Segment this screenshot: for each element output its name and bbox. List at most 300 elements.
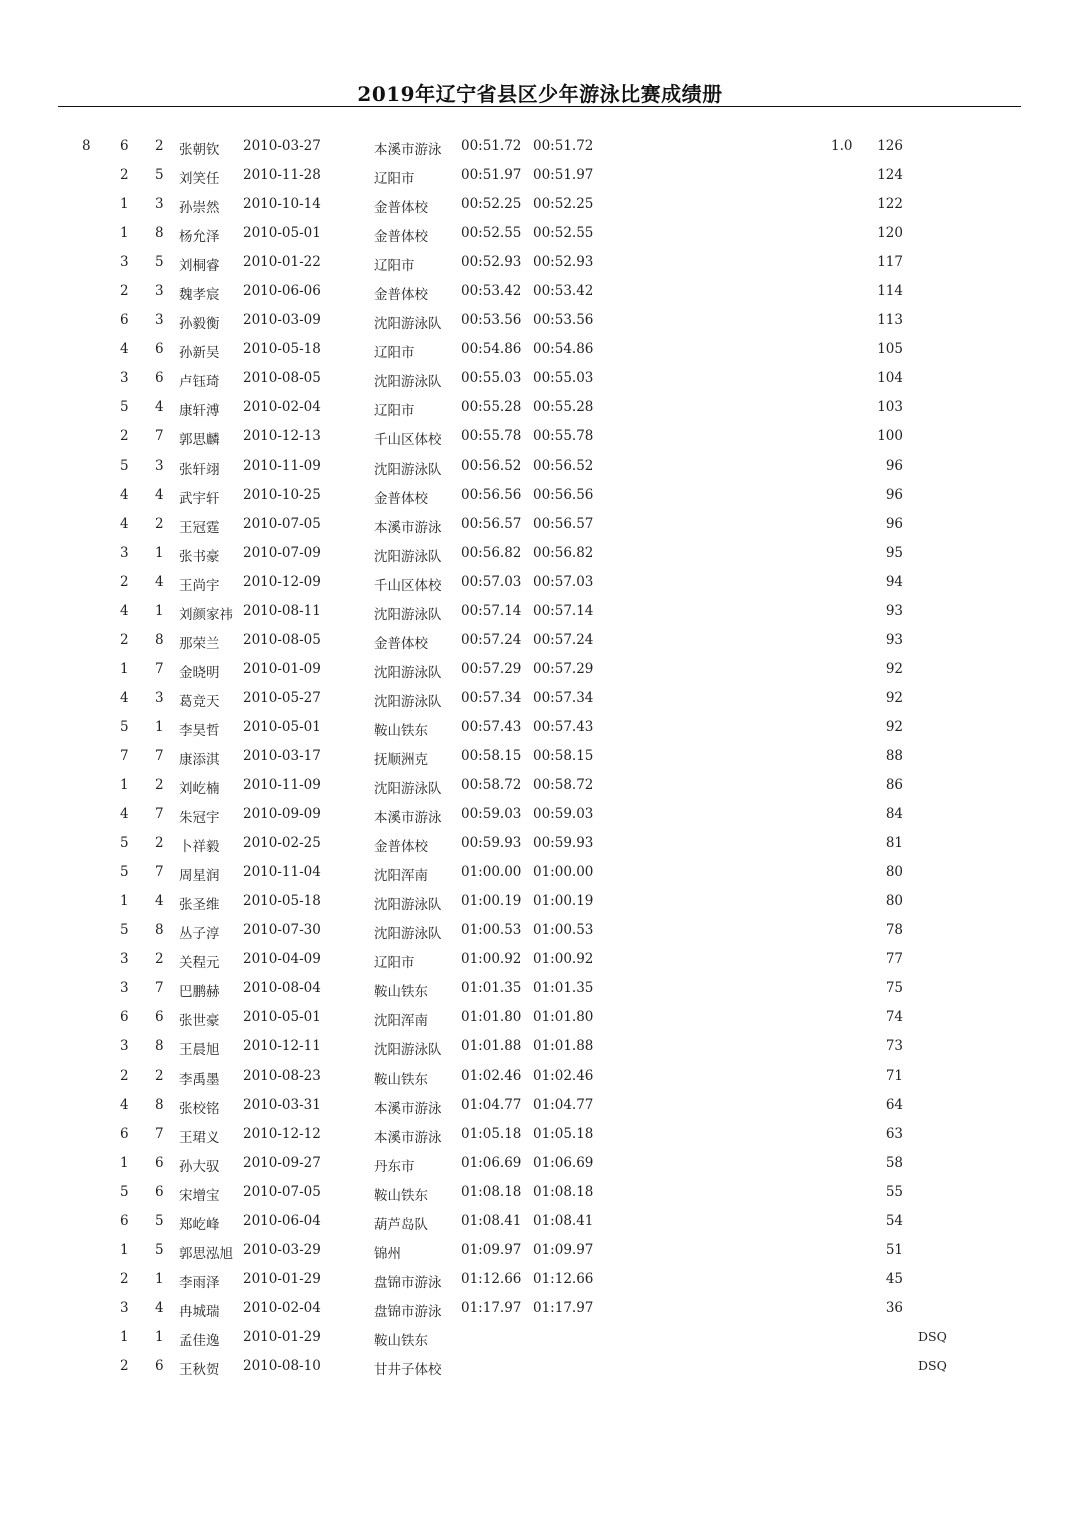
heat-cell: 4	[120, 1096, 129, 1113]
swimmer-name: 张朝钦	[179, 142, 220, 158]
heat-cell: 1	[120, 893, 129, 910]
heat-cell: 2	[120, 1067, 129, 1084]
lane-cell: 4	[155, 573, 164, 590]
swimmer-name: 丛子淳	[179, 926, 220, 943]
lane-cell: 2	[155, 1067, 164, 1084]
points-value: 120	[877, 225, 903, 242]
birth-date: 2010-11-28	[243, 167, 321, 184]
birth-date: 2010-05-18	[243, 341, 321, 358]
team-name: 千山区体校	[374, 432, 442, 449]
points-value: 103	[877, 399, 903, 416]
table-row	[0, 597, 1080, 626]
points-value: 94	[885, 573, 903, 590]
result-time: 00:53.56	[461, 312, 522, 329]
status-note: DSQ	[918, 1357, 947, 1373]
points-value: 114	[877, 283, 903, 300]
table-row	[0, 1032, 1080, 1061]
final-time: 00:55.28	[533, 399, 594, 416]
heat-cell: 5	[120, 1183, 129, 1200]
table-row	[0, 364, 1080, 393]
team-name: 金普体校	[374, 229, 428, 246]
table-row	[0, 945, 1080, 974]
final-time: 00:57.43	[533, 718, 594, 735]
final-time: 01:01.80	[533, 1009, 594, 1026]
points-value: 117	[877, 254, 903, 271]
birth-date: 2010-06-04	[243, 1212, 321, 1229]
points-value: 75	[885, 980, 903, 997]
birth-date: 2010-03-09	[243, 312, 321, 329]
result-time: 01:09.97	[461, 1241, 522, 1258]
result-time: 00:51.72	[461, 138, 522, 154]
final-time: 00:58.72	[533, 777, 594, 794]
heat-cell: 3	[120, 370, 129, 387]
heat-cell: 1	[120, 225, 129, 242]
lane-cell: 4	[155, 1299, 164, 1316]
team-name: 沈阳游泳队	[374, 926, 442, 943]
team-name: 沈阳游泳队	[374, 606, 442, 623]
heat-cell: 7	[120, 747, 129, 764]
heat-cell: 4	[120, 515, 129, 532]
lane-cell: 6	[155, 341, 164, 358]
points-value: 78	[885, 922, 903, 939]
heat-cell: 4	[120, 486, 129, 503]
swimmer-name: 孙崇然	[179, 200, 220, 217]
final-time: 00:53.42	[533, 283, 594, 300]
swimmer-name: 李禹墨	[179, 1071, 220, 1088]
lane-cell: 8	[155, 225, 164, 242]
birth-date: 2010-08-05	[243, 370, 321, 387]
birth-date: 2010-03-17	[243, 747, 321, 764]
lane-cell: 5	[155, 254, 164, 271]
swimmer-name: 张书豪	[179, 548, 220, 565]
swimmer-name: 郭思麟	[179, 432, 220, 449]
team-name: 本溪市游泳	[374, 1129, 442, 1146]
title-underline	[58, 106, 1021, 107]
final-time: 00:52.93	[533, 254, 594, 271]
points-value: 105	[877, 341, 903, 358]
lane-cell: 7	[155, 747, 164, 764]
team-name: 盘锦市游泳	[374, 1274, 442, 1291]
result-time: 01:02.46	[461, 1067, 522, 1084]
team-name: 辽阳市	[374, 258, 415, 275]
table-row	[0, 452, 1080, 481]
table-row	[0, 481, 1080, 510]
birth-date: 2010-01-29	[243, 1270, 321, 1287]
heat-cell: 6	[120, 1009, 129, 1026]
points-value: 92	[885, 689, 903, 706]
table-row	[0, 829, 1080, 858]
result-time: 01:08.41	[461, 1212, 522, 1229]
result-time: 00:58.72	[461, 777, 522, 794]
lane-cell: 1	[155, 544, 164, 561]
final-time: 01:06.69	[533, 1154, 594, 1171]
points-value: 77	[885, 951, 903, 968]
final-time: 00:51.72	[533, 138, 594, 154]
result-time: 00:57.24	[461, 631, 522, 648]
lane-cell: 3	[155, 312, 164, 329]
points-value: 95	[885, 544, 903, 561]
points-value: 100	[877, 428, 903, 445]
points-value: 88	[885, 747, 903, 764]
gap-value: 1.0	[831, 138, 853, 154]
lane-cell: 6	[155, 370, 164, 387]
points-value: 63	[885, 1125, 903, 1142]
table-row	[0, 1265, 1080, 1294]
final-time: 01:08.41	[533, 1212, 594, 1229]
heat-cell: 1	[120, 660, 129, 677]
heat-cell: 3	[120, 254, 129, 271]
birth-date: 2010-08-11	[243, 602, 321, 619]
final-time: 01:02.46	[533, 1067, 594, 1084]
points-value: 93	[885, 631, 903, 648]
swimmer-name: 王晨旭	[179, 1042, 220, 1059]
result-time: 00:55.28	[461, 399, 522, 416]
result-time: 00:57.43	[461, 718, 522, 735]
birth-date: 2010-08-05	[243, 631, 321, 648]
lane-cell: 3	[155, 196, 164, 213]
heat-cell: 3	[120, 1299, 129, 1316]
team-name: 沈阳浑南	[374, 868, 428, 885]
result-time: 01:01.35	[461, 980, 522, 997]
swimmer-name: 郑屹峰	[179, 1216, 220, 1233]
team-name: 沈阳游泳队	[374, 548, 442, 565]
heat-cell: 6	[120, 1125, 129, 1142]
lane-cell: 8	[155, 631, 164, 648]
heat-cell: 5	[120, 864, 129, 881]
heat-cell: 2	[120, 631, 129, 648]
lane-cell: 7	[155, 806, 164, 823]
swimmer-name: 王冠霆	[179, 519, 220, 536]
swimmer-name: 王珺义	[179, 1129, 220, 1146]
swimmer-name: 孙新吴	[179, 345, 220, 362]
table-row	[0, 800, 1080, 829]
heat-cell: 5	[120, 457, 129, 474]
final-time: 00:52.55	[533, 225, 594, 242]
lane-cell: 3	[155, 283, 164, 300]
result-time: 00:52.25	[461, 196, 522, 213]
final-time: 00:56.56	[533, 486, 594, 503]
result-time: 00:56.52	[461, 457, 522, 474]
team-name: 本溪市游泳	[374, 519, 442, 536]
team-name: 葫芦岛队	[374, 1216, 428, 1233]
heat-cell: 3	[120, 1038, 129, 1055]
table-row	[0, 1207, 1080, 1236]
result-time: 01:00.53	[461, 922, 522, 939]
lane-cell: 6	[155, 1154, 164, 1171]
swimmer-name: 张圣维	[179, 897, 220, 914]
team-name: 盘锦市游泳	[374, 1303, 442, 1320]
swimmer-name: 刘笑任	[179, 171, 220, 188]
team-name: 鞍山铁东	[374, 1187, 428, 1204]
final-time: 00:57.03	[533, 573, 594, 590]
heat-cell: 6	[120, 1212, 129, 1229]
table-row	[0, 1178, 1080, 1207]
result-time: 01:00.00	[461, 864, 522, 881]
results-table	[0, 132, 1080, 1381]
birth-date: 2010-03-31	[243, 1096, 321, 1113]
birth-date: 2010-02-25	[243, 835, 321, 852]
points-value: 36	[885, 1299, 903, 1316]
points-value: 86	[885, 777, 903, 794]
table-row	[0, 742, 1080, 771]
table-row	[0, 393, 1080, 422]
lane-cell: 7	[155, 660, 164, 677]
table-row	[0, 422, 1080, 451]
swimmer-name: 孙大驭	[179, 1158, 220, 1175]
birth-date: 2010-02-04	[243, 1299, 321, 1316]
lane-cell: 7	[155, 980, 164, 997]
lane-cell: 8	[155, 1038, 164, 1055]
points-value: 124	[877, 167, 903, 184]
birth-date: 2010-11-09	[243, 777, 321, 794]
team-name: 沈阳游泳队	[374, 693, 442, 710]
table-row	[0, 306, 1080, 335]
birth-date: 2010-02-04	[243, 399, 321, 416]
lane-cell: 2	[155, 138, 164, 154]
heat-cell: 1	[120, 196, 129, 213]
heat-cell: 5	[120, 399, 129, 416]
birth-date: 2010-08-23	[243, 1067, 321, 1084]
team-name: 辽阳市	[374, 955, 415, 972]
team-name: 金普体校	[374, 287, 428, 304]
final-time: 00:55.78	[533, 428, 594, 445]
result-time: 00:57.29	[461, 660, 522, 677]
table-row	[0, 684, 1080, 713]
table-row	[0, 568, 1080, 597]
birth-date: 2010-04-09	[243, 951, 321, 968]
table-row	[0, 132, 1080, 161]
birth-date: 2010-08-04	[243, 980, 321, 997]
final-time: 00:56.82	[533, 544, 594, 561]
lane-cell: 8	[155, 1096, 164, 1113]
team-name: 甘井子体校	[374, 1361, 442, 1378]
heat-cell: 4	[120, 602, 129, 619]
team-name: 辽阳市	[374, 171, 415, 188]
result-time: 00:57.14	[461, 602, 522, 619]
team-name: 辽阳市	[374, 403, 415, 420]
heat-cell: 2	[120, 283, 129, 300]
swimmer-name: 张轩翊	[179, 461, 220, 478]
team-name: 金普体校	[374, 839, 428, 856]
table-row	[0, 1352, 1080, 1381]
swimmer-name: 巴鹏赫	[179, 984, 220, 1001]
table-row	[0, 1294, 1080, 1323]
points-value: 104	[877, 370, 903, 387]
team-name: 本溪市游泳	[374, 810, 442, 827]
heat-cell: 3	[120, 980, 129, 997]
swimmer-name: 刘桐睿	[179, 258, 220, 275]
final-time: 00:55.03	[533, 370, 594, 387]
table-row	[0, 626, 1080, 655]
birth-date: 2010-07-09	[243, 544, 321, 561]
points-value: 96	[885, 457, 903, 474]
birth-date: 2010-07-05	[243, 1183, 321, 1200]
swimmer-name: 武宇轩	[179, 490, 220, 507]
final-time: 00:54.86	[533, 341, 594, 358]
points-value: 54	[885, 1212, 903, 1229]
heat-cell: 1	[120, 1154, 129, 1171]
table-row	[0, 219, 1080, 248]
result-time: 01:04.77	[461, 1096, 522, 1113]
team-name: 千山区体校	[374, 577, 442, 594]
table-row	[0, 335, 1080, 364]
result-time: 00:57.03	[461, 573, 522, 590]
birth-date: 2010-01-22	[243, 254, 321, 271]
result-time: 00:55.78	[461, 428, 522, 445]
status-note: DSQ	[918, 1328, 947, 1344]
lane-cell: 7	[155, 428, 164, 445]
final-time: 00:58.15	[533, 747, 594, 764]
birth-date: 2010-06-06	[243, 283, 321, 300]
heat-cell: 2	[120, 167, 129, 184]
final-time: 01:00.53	[533, 922, 594, 939]
heat-cell: 5	[120, 922, 129, 939]
lane-cell: 2	[155, 515, 164, 532]
table-row	[0, 858, 1080, 887]
swimmer-name: 那荣兰	[179, 635, 220, 652]
table-row	[0, 510, 1080, 539]
team-name: 本溪市游泳	[374, 1100, 442, 1117]
final-time: 00:57.14	[533, 602, 594, 619]
heat-cell: 2	[120, 428, 129, 445]
points-value: 92	[885, 660, 903, 677]
heat-cell: 1	[120, 777, 129, 794]
heat-cell: 4	[120, 806, 129, 823]
lane-cell: 4	[155, 893, 164, 910]
birth-date: 2010-12-09	[243, 573, 321, 590]
heat-cell: 5	[120, 835, 129, 852]
table-row	[0, 974, 1080, 1003]
result-time: 00:55.03	[461, 370, 522, 387]
points-value: 93	[885, 602, 903, 619]
lane-cell: 4	[155, 399, 164, 416]
swimmer-name: 刘颜家祎	[179, 606, 233, 623]
lane-cell: 3	[155, 689, 164, 706]
heat-cell: 2	[120, 1357, 129, 1374]
points-value: 84	[885, 806, 903, 823]
points-value: 126	[877, 138, 903, 154]
result-time: 00:59.93	[461, 835, 522, 852]
swimmer-name: 孟佳逸	[179, 1332, 220, 1349]
table-row	[0, 1003, 1080, 1032]
birth-date: 2010-12-11	[243, 1038, 321, 1055]
result-time: 00:52.55	[461, 225, 522, 242]
swimmer-name: 金晓明	[179, 664, 220, 681]
final-time: 00:56.57	[533, 515, 594, 532]
birth-date: 2010-05-01	[243, 225, 321, 242]
team-name: 沈阳游泳队	[374, 897, 442, 914]
final-time: 00:51.97	[533, 167, 594, 184]
team-name: 沈阳游泳队	[374, 461, 442, 478]
result-time: 01:05.18	[461, 1125, 522, 1142]
result-time: 01:01.80	[461, 1009, 522, 1026]
swimmer-name: 刘屹楠	[179, 781, 220, 798]
team-name: 抚顺洲克	[374, 751, 428, 768]
table-row	[0, 1062, 1080, 1091]
table-row	[0, 539, 1080, 568]
swimmer-name: 关程元	[179, 955, 220, 972]
swimmer-name: 王尚宇	[179, 577, 220, 594]
document-title: 2019年辽宁省县区少年游泳比赛成绩册	[357, 82, 723, 106]
result-time: 00:58.15	[461, 747, 522, 764]
swimmer-name: 葛竞天	[179, 693, 220, 710]
table-row	[0, 277, 1080, 306]
table-row	[0, 771, 1080, 800]
team-name: 金普体校	[374, 490, 428, 507]
team-name: 鞍山铁东	[374, 1332, 428, 1349]
swimmer-name: 郭思泓旭	[179, 1245, 233, 1262]
birth-date: 2010-11-04	[243, 864, 321, 881]
team-name: 鞍山铁东	[374, 984, 428, 1001]
lane-cell: 7	[155, 864, 164, 881]
result-time: 00:53.42	[461, 283, 522, 300]
birth-date: 2010-10-14	[243, 196, 321, 213]
result-time: 01:17.97	[461, 1299, 522, 1316]
lane-cell: 5	[155, 1241, 164, 1258]
lane-cell: 6	[155, 1183, 164, 1200]
points-value: 74	[885, 1009, 903, 1026]
swimmer-name: 李昊哲	[179, 722, 220, 739]
table-row	[0, 1323, 1080, 1352]
team-name: 金普体校	[374, 200, 428, 217]
heat-cell: 6	[120, 138, 129, 154]
team-name: 辽阳市	[374, 345, 415, 362]
lane-cell: 4	[155, 486, 164, 503]
team-name: 鞍山铁东	[374, 722, 428, 739]
lane-cell: 2	[155, 951, 164, 968]
team-name: 沈阳游泳队	[374, 781, 442, 798]
result-time: 00:59.03	[461, 806, 522, 823]
final-time: 00:52.25	[533, 196, 594, 213]
swimmer-name: 张世豪	[179, 1013, 220, 1030]
final-time: 01:00.92	[533, 951, 594, 968]
lane-cell: 8	[155, 922, 164, 939]
swimmer-name: 王秋贺	[179, 1361, 220, 1378]
result-time: 00:52.93	[461, 254, 522, 271]
result-time: 00:56.82	[461, 544, 522, 561]
lane-cell: 1	[155, 1270, 164, 1287]
birth-date: 2010-09-09	[243, 806, 321, 823]
points-value: 92	[885, 718, 903, 735]
result-time: 01:12.66	[461, 1270, 522, 1287]
team-name: 鞍山铁东	[374, 1071, 428, 1088]
table-row	[0, 1091, 1080, 1120]
final-time: 01:17.97	[533, 1299, 594, 1316]
final-time: 01:05.18	[533, 1125, 594, 1142]
heat-cell: 4	[120, 689, 129, 706]
table-row	[0, 887, 1080, 916]
result-time: 01:00.19	[461, 893, 522, 910]
final-time: 01:09.97	[533, 1241, 594, 1258]
birth-date: 2010-07-30	[243, 922, 321, 939]
final-time: 00:59.03	[533, 806, 594, 823]
lane-cell: 5	[155, 1212, 164, 1229]
heat-cell: 1	[120, 1241, 129, 1258]
birth-date: 2010-12-12	[243, 1125, 321, 1142]
final-time: 00:57.29	[533, 660, 594, 677]
final-time: 01:04.77	[533, 1096, 594, 1113]
swimmer-name: 朱冠宇	[179, 810, 220, 827]
result-time: 00:56.57	[461, 515, 522, 532]
heat-cell: 3	[120, 951, 129, 968]
heat-cell: 2	[120, 573, 129, 590]
result-time: 01:06.69	[461, 1154, 522, 1171]
result-time: 01:08.18	[461, 1183, 522, 1200]
birth-date: 2010-05-01	[243, 1009, 321, 1026]
swimmer-name: 宋增宝	[179, 1187, 220, 1204]
table-row	[0, 713, 1080, 742]
points-value: 122	[877, 196, 903, 213]
